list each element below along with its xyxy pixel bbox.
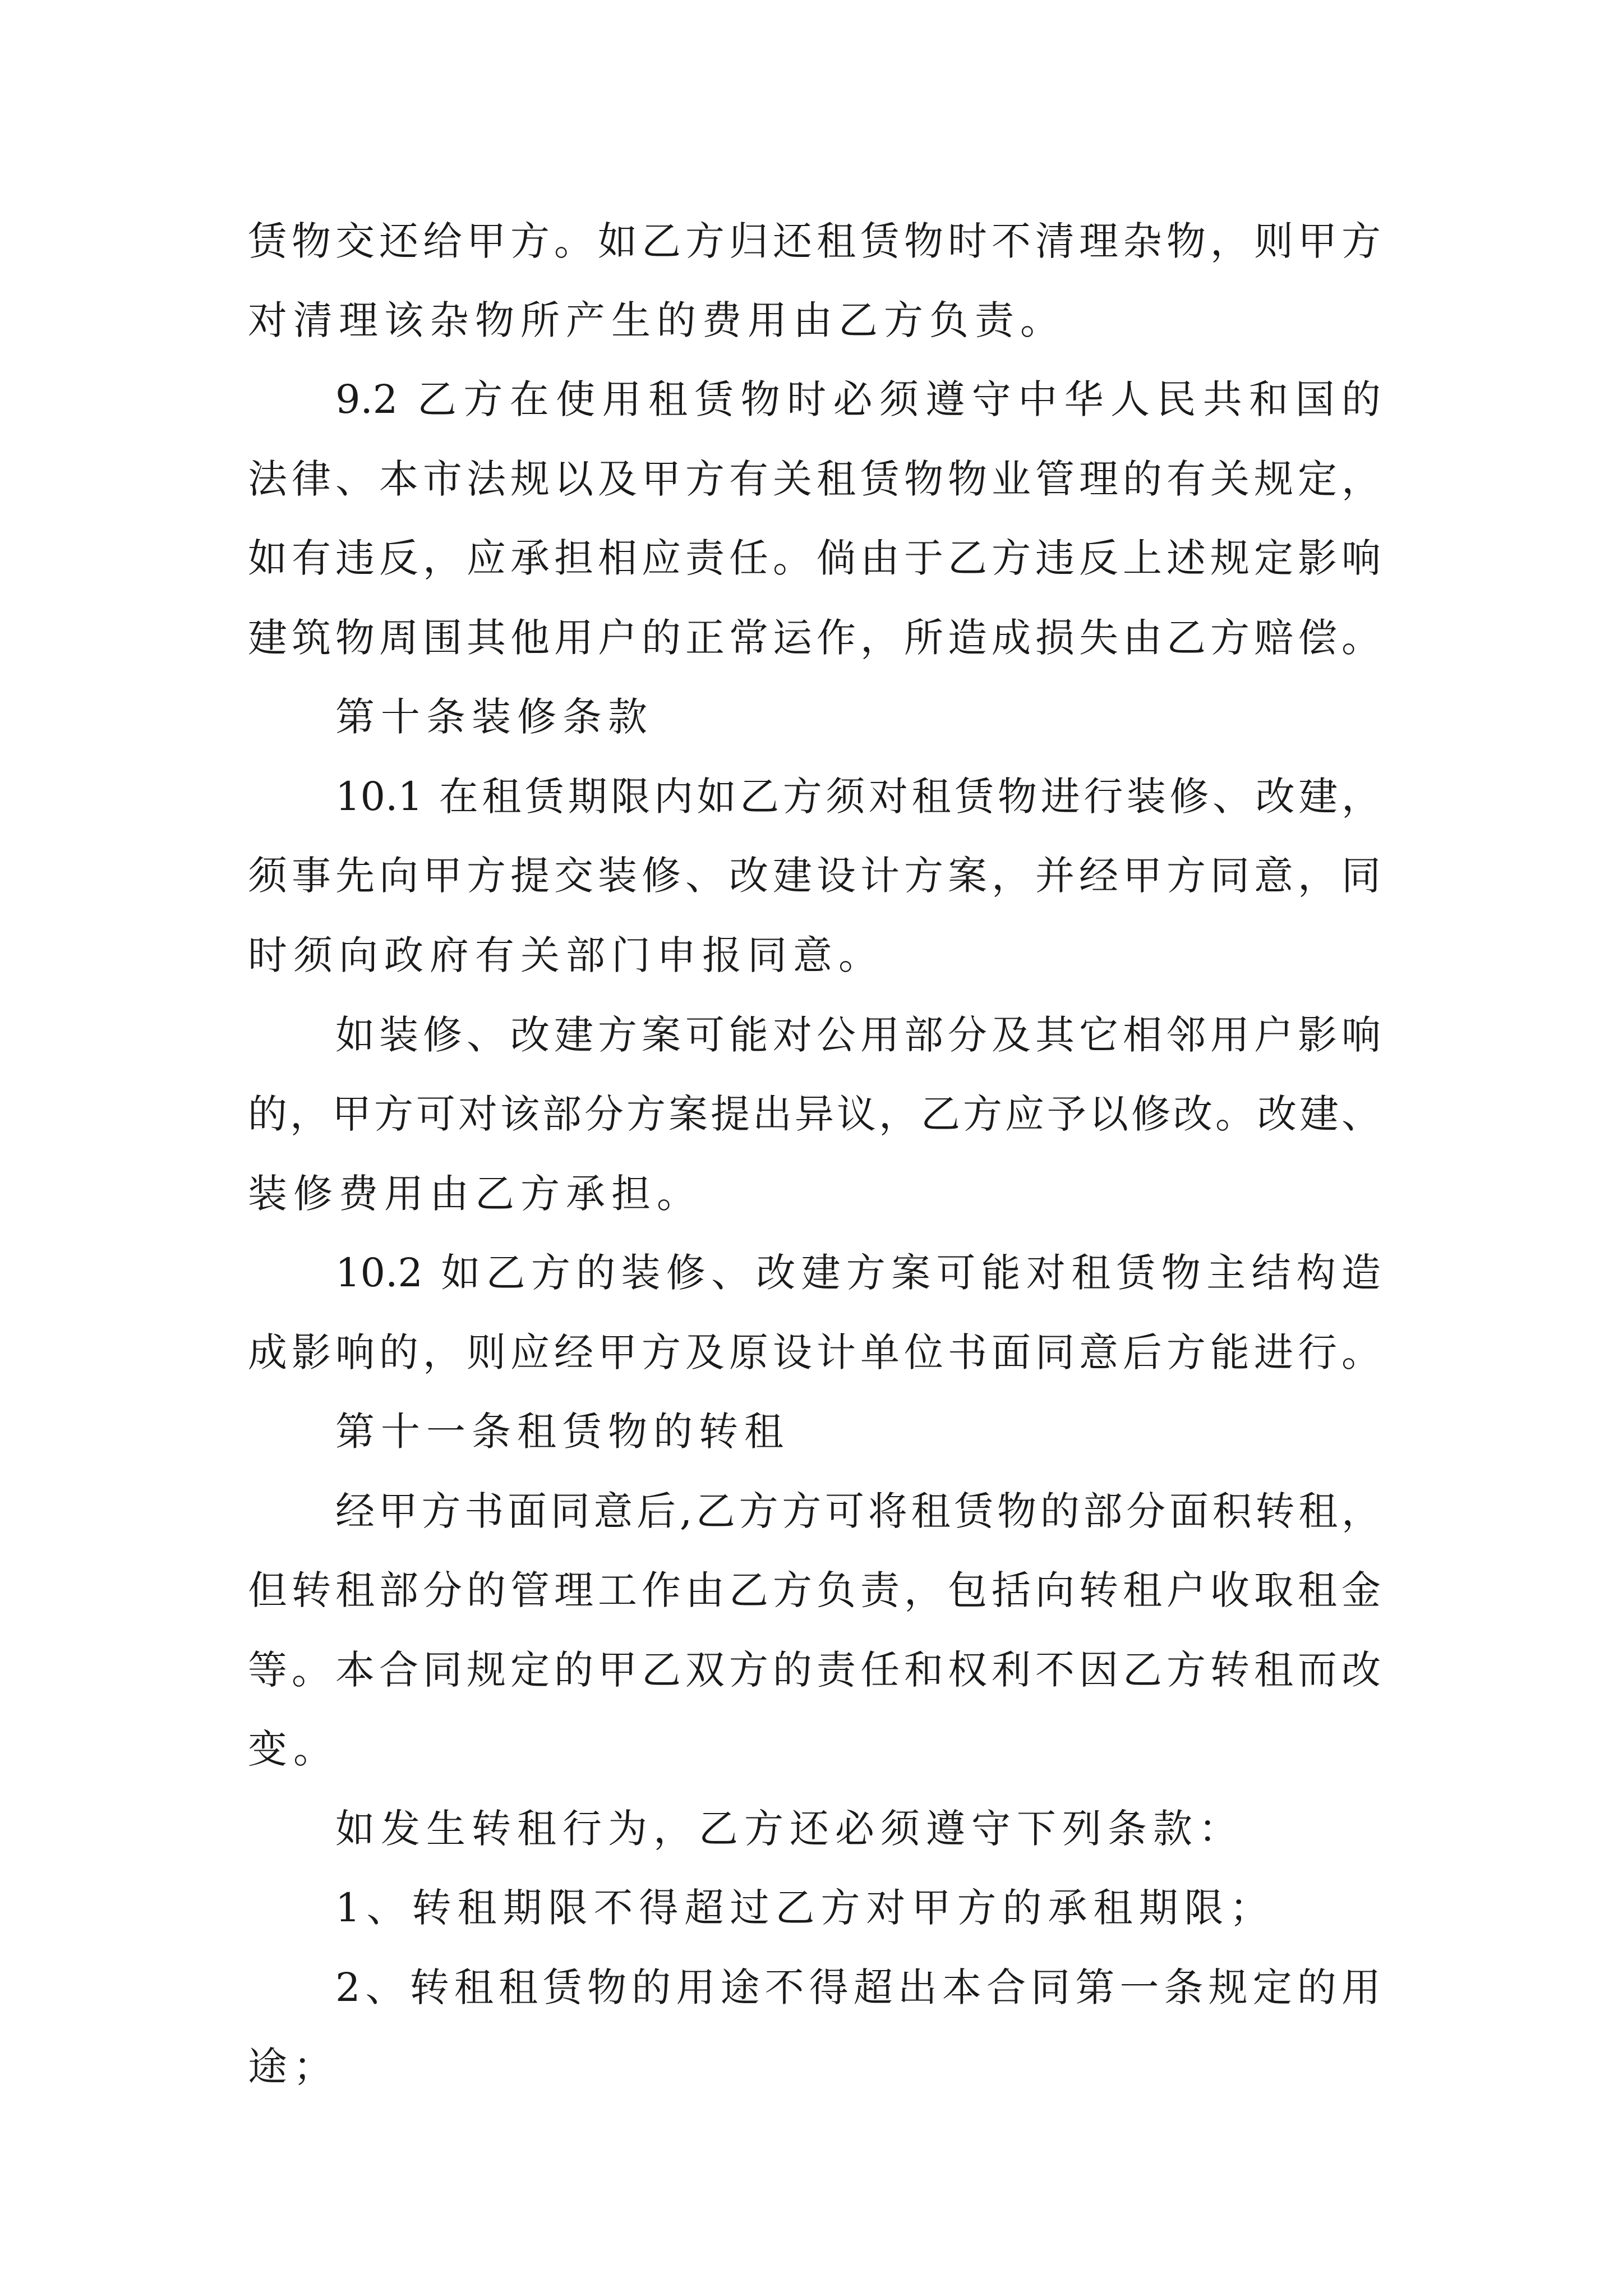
text-line-19: 等。本合同规定的甲乙双方的责任和权利不因乙方转租而改 <box>248 1647 1381 1693</box>
text-line-20: 变。 <box>248 1726 339 1772</box>
text-line-13: 装修费用由乙方承担。 <box>248 1171 702 1217</box>
section-heading-10: 第十条装修条款 <box>335 694 653 740</box>
text-line-14: 10.2 如乙方的装修、改建方案可能对租赁物主结构造 <box>335 1250 1381 1296</box>
list-item-2-continued: 途； <box>248 2044 339 2090</box>
text-line-12: 的，甲方可对该部分方案提出异议，乙方应予以修改。改建、 <box>248 1091 1381 1137</box>
text-line-1: 赁物交还给甲方。如乙方归还租赁物时不清理杂物，则甲方 <box>248 218 1381 264</box>
section-heading-11: 第十一条租赁物的转租 <box>335 1409 790 1455</box>
text-line-10: 时须向政府有关部门申报同意。 <box>248 932 884 978</box>
text-line-3: 9.2 乙方在使用租赁物时必须遵守中华人民共和国的 <box>335 376 1381 422</box>
text-line-9: 须事先向甲方提交装修、改建设计方案，并经甲方同意，同 <box>248 853 1381 899</box>
text-line-15: 成影响的，则应经甲方及原设计单位书面同意后方能进行。 <box>248 1329 1381 1375</box>
list-item-2: 2、转租租赁物的用途不得超出本合同第一条规定的用 <box>335 1964 1381 2010</box>
text-line-2: 对清理该杂物所产生的费用由乙方负责。 <box>248 297 1066 343</box>
text-line-6: 建筑物周围其他用户的正常运作，所造成损失由乙方赔偿。 <box>248 615 1381 661</box>
list-item-1: 1、转租期限不得超过乙方对甲方的承租期限； <box>335 1885 1275 1931</box>
text-line-18: 但转租部分的管理工作由乙方负责，包括向转租户收取租金 <box>248 1567 1381 1613</box>
text-line-4: 法律、本市法规以及甲方有关租赁物物业管理的有关规定， <box>248 456 1381 502</box>
text-line-21: 如发生转租行为，乙方还必须遵守下列条款： <box>335 1806 1244 1852</box>
text-line-5: 如有违反，应承担相应责任。倘由于乙方违反上述规定影响 <box>248 535 1381 581</box>
text-line-17: 经甲方书面同意后,乙方方可将租赁物的部分面积转租， <box>335 1488 1381 1534</box>
text-line-11: 如装修、改建方案可能对公用部分及其它相邻用户影响 <box>335 1012 1381 1058</box>
text-line-8: 10.1 在租赁期限内如乙方须对租赁物进行装修、改建， <box>335 774 1381 820</box>
